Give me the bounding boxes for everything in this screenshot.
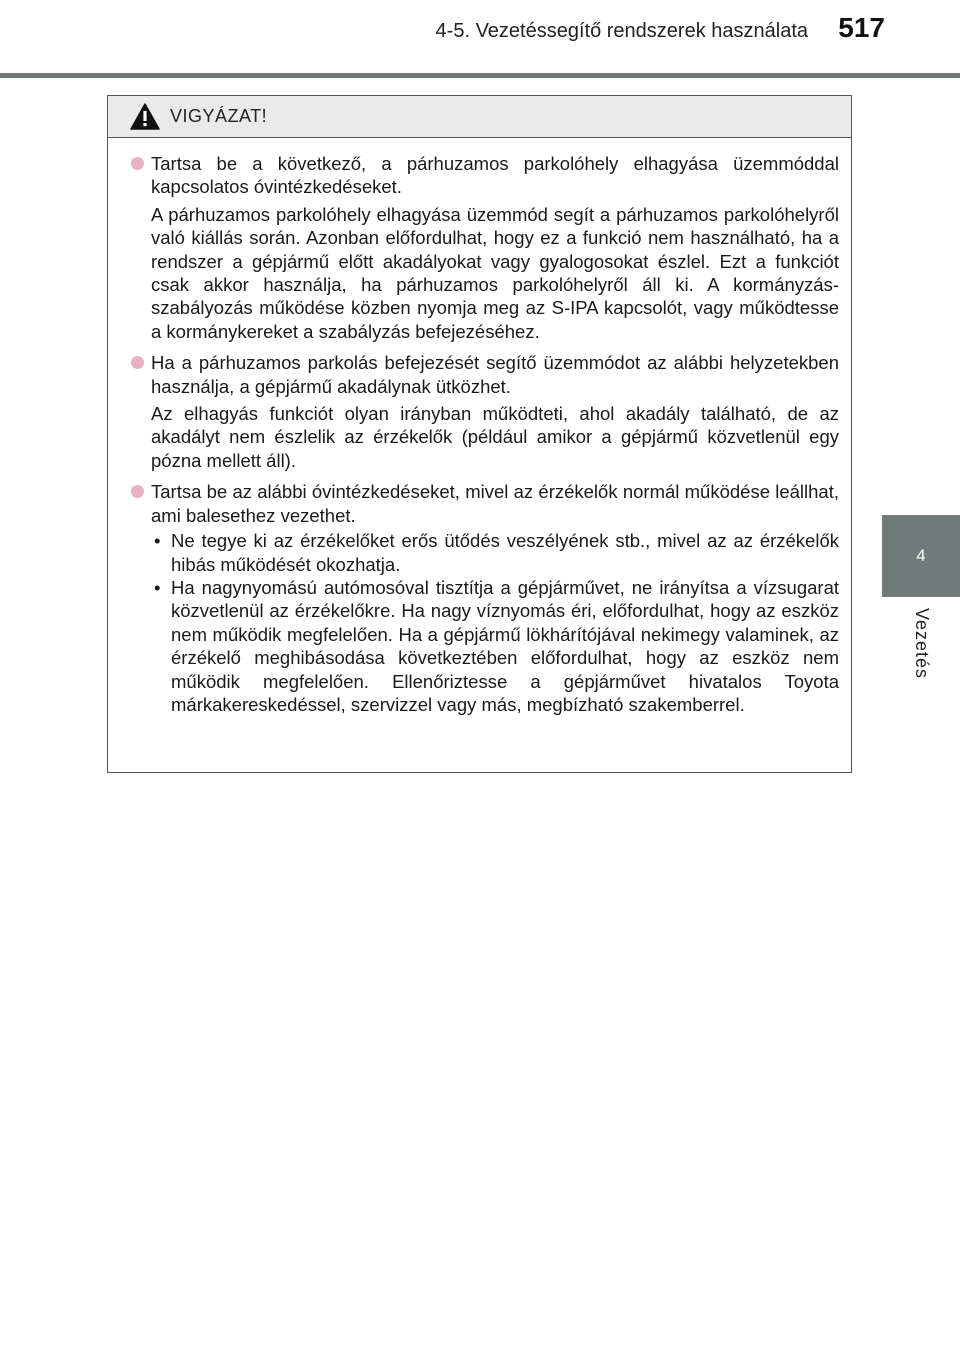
sub-list-item bbox=[151, 529, 839, 576]
sub-bullet: • bbox=[154, 530, 161, 552]
bullet-paragraph: A párhuzamos parkolóhely elhagyása üzemmód segít a párhuzamos parkolóhelyről való kiállás során. Azonban előfordulhat, hogy ez a funkció nem használható, ha a rendszer a gépjármű előtt akadályokat vagy gyalogosokat észlel. Ezt a funkciót csak akkor használja, ha párhuzamos parkolóhelyről áll ki. A kormányzás-szabályozás működése közben nyomja meg az S-IPA kapcsolót, vagy működtesse a kormánykereket a szabályzás befejezéséhez. bbox=[151, 203, 839, 342]
warning-item bbox=[131, 480, 839, 716]
warning-item bbox=[131, 351, 839, 472]
chapter-tab[interactable] bbox=[882, 515, 960, 597]
warning-body bbox=[108, 138, 851, 716]
bullet-text: Ha a párhuzamos parkolás befejezését segítő üzemmódot az alábbi helyzetekben használja, a gépjármű akadálynak ütközhet. bbox=[151, 352, 839, 397]
bullet-text: Tartsa be a következő, a párhuzamos parkolóhely elhagyása üzemmóddal kapcsolatos óvintézkedéseket. bbox=[151, 153, 839, 198]
warning-triangle-icon bbox=[130, 103, 160, 130]
sub-item-text: Ne tegye ki az érzékelőket erős ütődés veszélyének stb., mivel az az érzékelők hibás működését okozhatja. bbox=[171, 530, 839, 575]
chapter-number: 4 bbox=[916, 546, 926, 565]
bullet-dot bbox=[131, 356, 144, 369]
warning-title: VIGYÁZAT! bbox=[170, 106, 268, 126]
warning-item bbox=[131, 152, 839, 343]
bullet-item bbox=[131, 152, 839, 199]
bullet-text: Tartsa be az alábbi óvintézkedéseket, mivel az érzékelők normál működése leállhat, ami balesethez vezethet. bbox=[151, 481, 839, 526]
bullet-dot bbox=[131, 157, 144, 170]
header-rule bbox=[0, 73, 960, 78]
warning-box bbox=[107, 95, 852, 773]
bullet-item bbox=[131, 351, 839, 398]
bullet-item bbox=[131, 480, 839, 527]
page-number: 517 bbox=[838, 12, 885, 43]
chapter-label: Vezetés bbox=[912, 608, 932, 680]
sub-item-text: Ha nagynyomású autómosóval tisztítja a gépjárművet, ne irányítsa a vízsugarat közvetlenül az érzékelőkre. Ha nagy víznyomás éri, előfordulhat, hogy az eszköz nem működik megfelelően. Ha a gépjármű lökhárítójával nekimegy valaminek, az érzékelő meghibásodása következtében előfordulhat, hogy az eszköz nem működik megfelelően. Ellenőriztesse a gépjárművet hivatalos Toyota márkakereskedéssel, szervizzel vagy más, megbízható szakemberrel. bbox=[171, 576, 839, 715]
sub-list bbox=[131, 529, 839, 716]
section-title: 4-5. Vezetéssegítő rendszerek használata bbox=[435, 20, 808, 42]
sub-list-item bbox=[151, 576, 839, 716]
warning-header bbox=[108, 96, 851, 138]
sub-bullet: • bbox=[154, 576, 161, 598]
bullet-paragraph: Az elhagyás funkciót olyan irányban működteti, ahol akadály található, de az akadályt nem észlelik az érzékelők (például amikor a gépjármű közvetlenül egy pózna mellett áll). bbox=[151, 403, 839, 471]
bullet-dot bbox=[131, 485, 144, 498]
